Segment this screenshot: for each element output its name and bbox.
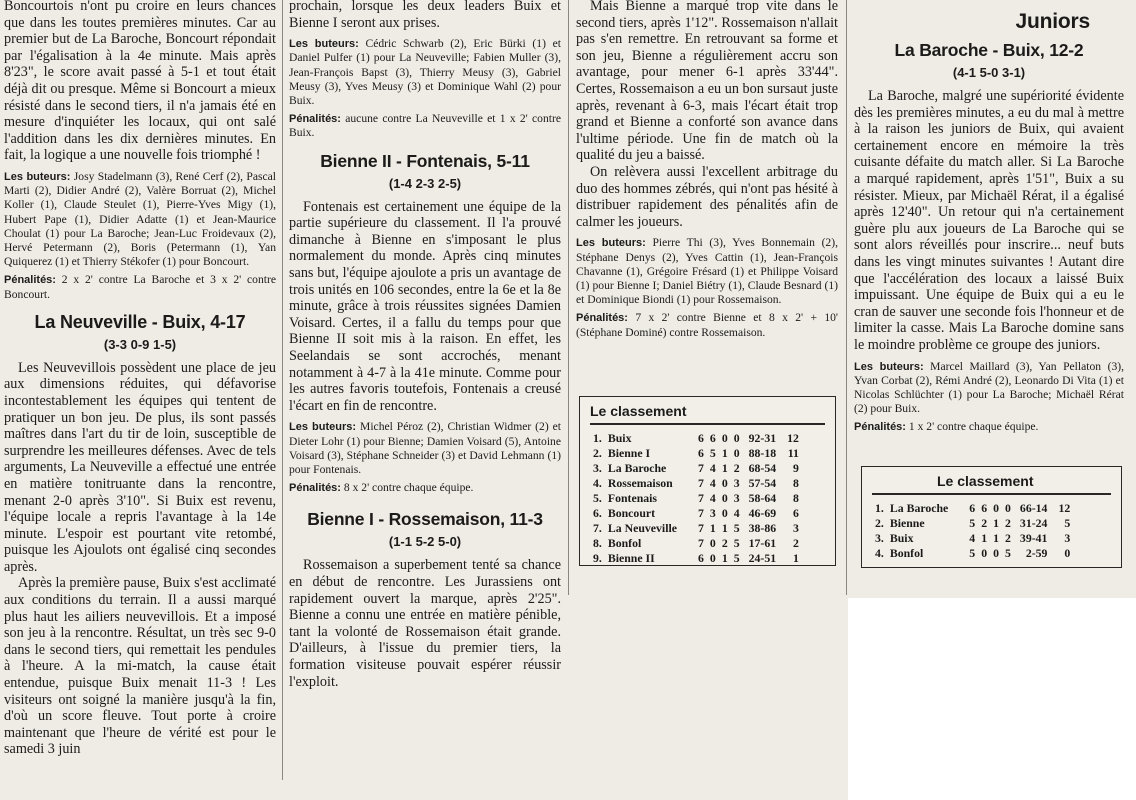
standings-cell-rank: 8. xyxy=(593,535,602,550)
column-4 xyxy=(854,4,1124,435)
standings-cell-goals: 38-86 xyxy=(748,520,777,535)
standings-cell-points: 3 xyxy=(1064,530,1071,545)
standings-title: Le classement xyxy=(937,473,1034,489)
penalties-paragraph xyxy=(289,481,561,495)
standings-cell-lost: 0 xyxy=(733,430,740,445)
standings-cell-played: 7 xyxy=(698,520,704,535)
standings-cell-won: 3 xyxy=(709,505,716,520)
match-headline: La Neuveville - Buix, 4-17 xyxy=(34,311,246,332)
standings-cell-won: 1 xyxy=(981,530,988,545)
penalties-paragraph xyxy=(854,420,1124,434)
standings-cell-lost: 0 xyxy=(1005,500,1011,515)
match-headline: Bienne I - Rossemaison, 11-3 xyxy=(307,509,543,530)
article-text: Mais Bienne a marqué trop vite dans le second tiers, après 1'12". Rossemaison n'allait pas s'en remettre. En retrouvant sa forme et son jeu, Bienne a régulièrement accru son avantage, pour mener 6-1 après 33'44". Certes, Rossemaison a eu un bon sursaut juste après, revenant à 6-3, mais l'écart était trop grand et Bienne a conforté son avance dans l'ultime période. Une fin de match où la qualité du jeu a baissé. xyxy=(576,0,838,164)
scorers-label: Les buteurs: xyxy=(4,170,71,183)
column-divider xyxy=(568,0,569,595)
standings-cell-won: 6 xyxy=(709,430,716,445)
standings-cell-played: 6 xyxy=(698,445,704,460)
standings-box xyxy=(579,396,836,566)
penalties-paragraph xyxy=(4,273,276,301)
article-text: Fontenais est certainement une équipe de la partie supérieure du classement. Il l'a prouvé dimanche à Bienne en s'imposant le plus normalement du monde. Après cinq minutes sans but, l'équipe ajoulote a pris un avantage de trois unités en 106 secondes, entre la 6e et la 8e minute, grâce à trois réussites signées Damien Voisard. Certes, il a fallu du temps pour que Bienne II soit mis à la raison. En effet, les Seelandais se sont accrochés, menant notamment à 4-7 à la 41e minute. Comme pour les autres favoris toutefois, Fontenais a creusé l'écart en fin de rencontre. xyxy=(289,198,561,414)
standings-cell-team: Rossemaison xyxy=(607,475,673,490)
scorers-label: Les buteurs: xyxy=(289,38,359,51)
penalties-text: 8 x 2' contre chaque équipe. xyxy=(343,481,474,495)
standings-cell-team: Fontenais xyxy=(607,490,658,505)
penalties-text: aucune contre La Neuveville et 1 x 2' contre Buix. xyxy=(289,112,561,140)
standings-cell-played: 5 xyxy=(969,515,976,530)
standings-cell-rank: 2. xyxy=(875,515,884,530)
scorers-label: Les buteurs: xyxy=(289,421,357,434)
standings-cell-rank: 3. xyxy=(875,530,884,545)
standings-cell-drawn: 1 xyxy=(721,460,728,475)
standings-cell-team: La Neuveville xyxy=(607,520,677,535)
standings-cell-goals: 66-14 xyxy=(1019,500,1048,515)
standings-row xyxy=(872,531,1073,546)
standings-row xyxy=(590,461,802,476)
standings-cell-goals: 58-64 xyxy=(748,490,777,505)
standings-cell-played: 6 xyxy=(969,500,976,515)
article-text: prochain, lorsque les deux leaders Buix et Bienne I seront aux prises. xyxy=(289,0,561,31)
standings-cell-played: 7 xyxy=(698,490,704,505)
standings-cell-lost: 5 xyxy=(733,535,740,550)
match-headline: Bienne II - Fontenais, 5-11 xyxy=(320,150,530,171)
penalties-text: 2 x 2' contre La Baroche et 3 x 2' contre Boncourt. xyxy=(4,273,276,301)
standings-cell-goals: 92-31 xyxy=(748,430,777,445)
standings-cell-won: 0 xyxy=(981,545,988,560)
standings-cell-won: 6 xyxy=(981,500,988,515)
standings-cell-drawn: 0 xyxy=(721,490,728,505)
standings-cell-rank: 4. xyxy=(875,545,884,560)
juniors-standings-box xyxy=(861,466,1122,568)
standings-cell-team: Bonfol xyxy=(607,535,642,550)
standings-cell-points: 11 xyxy=(787,445,799,460)
standings-cell-won: 0 xyxy=(709,535,716,550)
standings-cell-points: 2 xyxy=(793,535,799,550)
standings-rule xyxy=(590,423,825,425)
standings-row xyxy=(872,546,1073,561)
standings-cell-rank: 2. xyxy=(593,445,602,460)
article-text: On relèvera aussi l'excellent arbitrage du duo des hommes zébrés, qui n'ont pas hésité à distribuer rapidement des pénalités afin de calmer les joueurs. xyxy=(576,163,838,230)
standings-cell-played: 7 xyxy=(698,505,704,520)
standings-cell-drawn: 1 xyxy=(993,515,1000,530)
standings-cell-rank: 3. xyxy=(593,460,602,475)
standings-cell-drawn: 0 xyxy=(993,545,1000,560)
standings-cell-drawn: 0 xyxy=(721,475,728,490)
standings-cell-team: Buix xyxy=(889,530,914,545)
scorers-label: Les buteurs: xyxy=(854,360,924,373)
standings-cell-lost: 2 xyxy=(1005,515,1011,530)
standings-row xyxy=(872,501,1073,516)
standings-cell-rank: 6. xyxy=(593,505,602,520)
standings-cell-points: 12 xyxy=(787,430,799,445)
standings-cell-team: La Baroche xyxy=(607,460,667,475)
standings-cell-points: 3 xyxy=(793,520,799,535)
penalties-paragraph xyxy=(289,112,561,140)
standings-cell-team: Bienne I xyxy=(607,445,651,460)
scorers-label: Les buteurs: xyxy=(576,237,646,250)
scorers-text: Josy Stadelmann (3), René Cerf (2), Pascal Marti (2), Didier André (2), Valère Borruat (2), Michel Koller (1), Claude Steulet (1), Pierre-Yves Migy (1), Hubert Pape (1), Didier Adatte (1) et Jean-Maurice Choulat (1) pour La Baroche; Jean-Luc Froidevaux (2), Hervé Petermann (2), Boris (Petermann (1), Yan Quiquerez (1) et Thierry Stékofer (1) pour Boncourt. xyxy=(4,169,277,269)
penalties-text: 7 x 2' contre Bienne et 8 x 2' + 10' (Stéphane Dominé) contre Rossemaison. xyxy=(576,311,838,339)
standings-cell-won: 4 xyxy=(709,490,716,505)
penalties-label: Pénalités: xyxy=(854,421,906,434)
standings-cell-drawn: 1 xyxy=(721,550,728,565)
penalties-label: Pénalités: xyxy=(289,113,341,126)
standings-row xyxy=(590,491,802,506)
scorers-text: Cédric Schwarb (2), Eric Bürki (1) et Daniel Pulfer (1) pour La Neuveville; Fabien Muller (3), Jean-François Bapst (3), Thierry Meusy (3), Gabriel Meusy (3), Yves Meusy (3) et Dominique Wahl (2) pour Buix. xyxy=(289,37,561,107)
standings-cell-rank: 9. xyxy=(593,550,602,565)
scorers-paragraph xyxy=(289,420,561,477)
section-title: Juniors xyxy=(1015,10,1090,33)
standings-cell-drawn: 2 xyxy=(721,535,728,550)
standings-cell-played: 6 xyxy=(698,550,704,565)
article-text: Après la première pause, Buix s'est acclimaté aux conditions du terrain. Il a aussi marqué plus haut les ailiers neuvevillois. Et a imposé son jeu à la rencontre. Résultat, un très sec 9-0 dans le second tiers, qui remettait les pendules à l'heure. A la mi-match, la cause était entendue, puisque Buix menait 11-3 ! Les visiteurs ont soigné la manière jusqu'à la fin, d'où un score fleuve. Tout porte à croire maintenant que l'heure de vérité est pour le samedi 3 juin xyxy=(4,575,276,758)
standings-cell-goals: 17-61 xyxy=(748,535,777,550)
standings-cell-goals: 57-54 xyxy=(748,475,777,490)
article-text: La Baroche, malgré une supériorité évidente dès les premières minutes, a eu du mal à mettre à la raison les juniors de Buix, qui avaient certainement encore en mémoire la très cuisante défaite du match aller. Si La Baroche a marqué rapidement, après 1'51", Buix a su résister. Mieux, par Michaël Rérat, il a égalisé après 12'40". Un retour qui n'a certainement guère plu aux joueurs de La Baroche qui se sont alors réveillés pour inscrire... neuf buts dans les vingt minutes suivantes ! Autant dire que l'accélération des locaux a laissé Buix impuissant. Une équipe de Buix qui a eu le cran de sauver une seconde fois l'honneur et de limiter la casse. Mais La Baroche domine sans le moindre problème ce groupe des juniors. xyxy=(854,88,1124,353)
standings-table xyxy=(872,501,1073,561)
standings-cell-played: 4 xyxy=(969,530,976,545)
standings-cell-rank: 1. xyxy=(593,430,602,445)
standings-cell-rank: 1. xyxy=(875,500,884,515)
standings-cell-lost: 0 xyxy=(733,445,740,460)
standings-cell-lost: 2 xyxy=(733,460,740,475)
match-period-scores: (1-1 5-2 5-0) xyxy=(388,534,462,550)
standings-cell-team: Bienne xyxy=(889,515,925,530)
standings-cell-goals: 31-24 xyxy=(1019,515,1048,530)
standings-cell-goals: 68-54 xyxy=(748,460,777,475)
standings-cell-team: Bonfol xyxy=(889,545,924,560)
standings-cell-points: 6 xyxy=(793,505,799,520)
standings-cell-goals: 24-51 xyxy=(748,550,777,565)
standings-cell-rank: 7. xyxy=(593,520,602,535)
scorers-paragraph xyxy=(854,360,1124,417)
standings-title: Le classement xyxy=(590,403,687,419)
standings-cell-lost: 4 xyxy=(733,505,740,520)
standings-cell-goals: 39-41 xyxy=(1019,530,1048,545)
penalties-text: 1 x 2' contre chaque équipe. xyxy=(908,420,1039,434)
article-text: Les Neuvevillois possèdent une place de jeu aux dimensions réduites, qui défavorise incontestablement les équipes qui tentent de pratiquer un bon jeu. De plus, ils sont passés maîtres dans l'art du tir de loin, susceptible de surprendre les meilleures défenses. Avec de tels arguments, La Neuveville a effectué une entrée en matière tonitruante dans la rencontre, menant 2-0 après 3'10". Si Buix est revenu, l'équipe locale a repris l'avantage à la 14e minute. L'espoir est pourtant vite retombé, puisque les Ajoulots ont égalisé cinq secondes après. xyxy=(4,359,276,575)
standings-row xyxy=(872,516,1073,531)
standings-cell-drawn: 1 xyxy=(721,520,728,535)
column-1 xyxy=(4,0,276,758)
standings-row xyxy=(590,446,802,461)
match-headline: La Baroche - Buix, 12-2 xyxy=(894,40,1084,60)
standings-cell-lost: 5 xyxy=(733,520,740,535)
standings-cell-points: 1 xyxy=(793,550,799,565)
standings-cell-lost: 3 xyxy=(733,475,740,490)
standings-cell-won: 4 xyxy=(709,460,716,475)
scorers-text: Pierre Thi (3), Yves Bonnemain (2), Stéphane Denys (2), Yves Cattin (1), Jean-François Chavanne (1), Grégoire Frésard (1) et Philippe Voisard (1) pour Bienne I; Daniel Biétry (1), Claude Besnard (1) et Dominique Biondi (1) pour Rossemaison. xyxy=(576,236,838,307)
standings-cell-team: Bienne II xyxy=(607,550,655,565)
standings-cell-played: 7 xyxy=(698,475,704,490)
standings-table xyxy=(590,431,802,566)
standings-cell-drawn: 1 xyxy=(993,530,1000,545)
penalties-label: Pénalités: xyxy=(289,482,341,495)
scorers-text: Marcel Maillard (3), Yan Pellaton (3), Yvan Corbat (2), Rémi André (2), Leonardo Di Vita (1) et Nicolas Schlüchter (1) pour La Baroche; Michaël Rérat (2) pour Buix. xyxy=(854,359,1124,416)
standings-row xyxy=(590,431,802,446)
standings-cell-played: 7 xyxy=(698,460,704,475)
scorers-paragraph xyxy=(4,170,276,269)
standings-cell-rank: 4. xyxy=(593,475,602,490)
match-period-scores: (3-3 0-9 1-5) xyxy=(103,336,177,352)
standings-row xyxy=(590,536,802,551)
standings-cell-won: 2 xyxy=(981,515,988,530)
scorers-text: Michel Péroz (2), Christian Widmer (2) et Dieter Lohr (1) pour Bienne; Damien Voisard (5), Antoine Voisard (3), Stéphane Schneider (3) et David Lehmann (1) pour Fontenais. xyxy=(289,420,562,476)
column-2 xyxy=(289,0,561,690)
standings-cell-team: Boncourt xyxy=(607,505,656,520)
standings-row xyxy=(590,506,802,521)
standings-cell-goals: 2-59 xyxy=(1025,545,1048,560)
standings-row xyxy=(590,476,802,491)
standings-cell-drawn: 0 xyxy=(721,430,728,445)
standings-cell-goals: 46-69 xyxy=(748,505,777,520)
standings-row xyxy=(590,521,802,536)
standings-cell-team: La Baroche xyxy=(889,500,949,515)
standings-cell-points: 9 xyxy=(793,460,799,475)
standings-cell-drawn: 0 xyxy=(721,505,728,520)
penalties-paragraph xyxy=(576,311,838,339)
standings-cell-lost: 2 xyxy=(1005,530,1011,545)
standings-cell-points: 8 xyxy=(793,475,799,490)
standings-cell-goals: 88-18 xyxy=(748,445,777,460)
standings-cell-points: 5 xyxy=(1064,515,1071,530)
standings-cell-drawn: 0 xyxy=(993,500,1000,515)
standings-cell-played: 6 xyxy=(698,430,704,445)
scorers-paragraph xyxy=(576,236,838,307)
article-text: Rossemaison a superbement tenté sa chance en début de rencontre. Les Jurassiens ont rapidement ouvert la marque, après 2'25". Bienne a connu une entrée en matière pénible, tant la volonté de Rossemaison était grande. D'ailleurs, à l'issue du premier tiers, la formation visiteuse pouvait espérer réussir l'exploit. xyxy=(289,557,561,690)
match-period-scores: (1-4 2-3 2-5) xyxy=(388,175,462,191)
column-3 xyxy=(576,0,838,340)
penalties-label: Pénalités: xyxy=(576,312,628,325)
standings-cell-won: 4 xyxy=(709,475,716,490)
standings-cell-won: 5 xyxy=(709,445,716,460)
standings-cell-played: 7 xyxy=(698,535,704,550)
standings-cell-rank: 5. xyxy=(593,490,602,505)
standings-cell-lost: 5 xyxy=(1005,545,1011,560)
column-divider xyxy=(282,0,283,780)
match-period-scores: (4-1 5-0 3-1) xyxy=(952,65,1026,80)
article-text: Boncourtois n'ont pu croire en leurs chances que dans les toutes premières minutes. Car au premier but de La Baroche, Boncourt répondait par l'égalisation à la 4e minute. Mais après 8'23", le score avait passé à 5-1 et tout était déjà dit ou presque. Même si Boncourt a mieux résisté dans le second tiers, il n'a jamais été en mesure d'inquiéter les locaux, qui ont salé l'addition dans les dix dernières minutes. En fait, la logique a une nouvelle fois triomphé ! xyxy=(4,0,276,164)
column-divider xyxy=(846,0,847,595)
standings-row xyxy=(590,551,802,566)
penalties-label: Pénalités: xyxy=(4,274,56,287)
standings-rule xyxy=(872,493,1111,495)
standings-cell-won: 0 xyxy=(709,550,716,565)
standings-cell-drawn: 1 xyxy=(721,445,728,460)
scorers-paragraph xyxy=(289,37,561,108)
standings-cell-played: 5 xyxy=(969,545,976,560)
standings-cell-points: 8 xyxy=(793,490,799,505)
standings-cell-lost: 5 xyxy=(733,550,740,565)
standings-cell-lost: 3 xyxy=(733,490,740,505)
standings-cell-team: Buix xyxy=(607,430,632,445)
standings-cell-won: 1 xyxy=(709,520,716,535)
standings-cell-points: 0 xyxy=(1064,545,1071,560)
standings-cell-points: 12 xyxy=(1058,500,1071,515)
